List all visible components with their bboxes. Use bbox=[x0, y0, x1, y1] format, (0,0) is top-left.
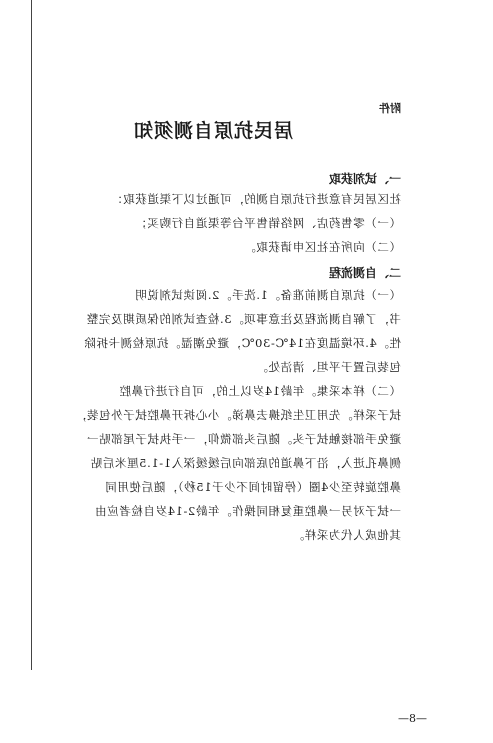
section-heading-2: 二、自测流程 bbox=[328, 266, 401, 280]
body-line: （一）抗原自测前准备。1.洗手。2.阅读试剂说明 bbox=[134, 288, 401, 302]
body-line: 避免手部接触拭子头。随后头部微仰，一手执拭子尾部贴一 bbox=[86, 432, 401, 446]
body-line: 社区居民有意进行抗原自测的，可通过以下渠道获取： bbox=[110, 192, 401, 206]
body-line: 性。4.环境温度在14℃-30℃，避免潮湿。抗原检测卡拆除 bbox=[83, 336, 401, 350]
body-line: 包装后置于平坦、清洁处。 bbox=[255, 360, 401, 374]
body-line: （一）零售药店、网络销售平台等渠道自行购买； bbox=[134, 216, 401, 230]
body-line: 拭子采样。先用卫生纸擤去鼻涕。小心拆开鼻腔拭子外包装， bbox=[74, 408, 401, 422]
page-number: —8— bbox=[398, 712, 427, 725]
page-title: 居民抗原自测须知 bbox=[132, 120, 293, 142]
section-heading-1: 一、试剂获取 bbox=[328, 172, 401, 186]
body-line: 鼻腔旋转至少4圈（停留时间不少于15秒），随后使用同 bbox=[104, 480, 401, 494]
body-line: （二）样本采集。年龄14岁以上的，可自行进行鼻腔 bbox=[118, 384, 401, 398]
body-line: 书，了解自测流程及注意事项。3.检查试剂的保质期及完整 bbox=[86, 312, 401, 326]
body-line: 侧鼻孔进入，沿下鼻道的底部向后缓缓深入1-1.5厘米后贴 bbox=[90, 456, 401, 470]
appendix-label: 附件 bbox=[379, 102, 401, 115]
body-line: （二）向所在社区申请获取。 bbox=[243, 240, 401, 254]
body-line: 一拭子对另一鼻腔重复相同操作。年龄2-14岁自检者应由 bbox=[94, 504, 401, 518]
body-line: 其他成人代为采样。 bbox=[292, 528, 401, 542]
